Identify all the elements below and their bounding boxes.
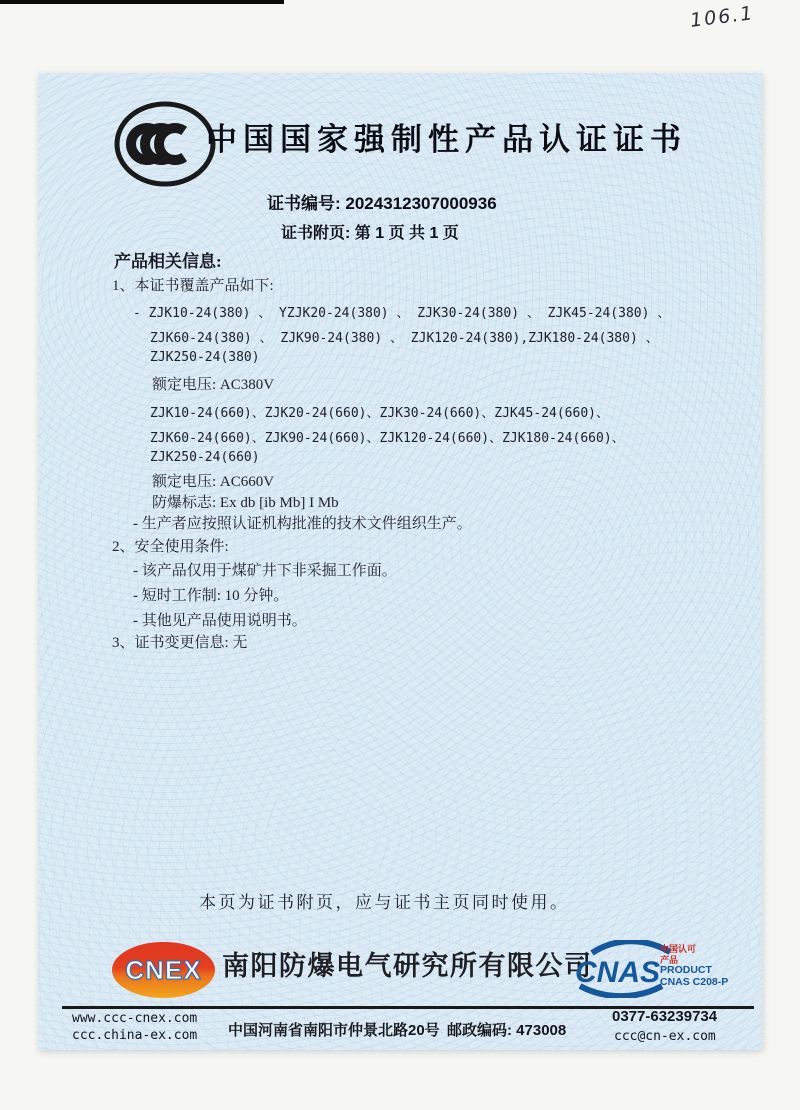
attachment-page-line: 证书附页: 第 1 页 共 1 页 bbox=[281, 225, 459, 242]
website-link-2: ccc.china-ex.com bbox=[72, 1028, 198, 1043]
condition-3: - 其他见产品使用说明书。 bbox=[133, 613, 307, 629]
condition-2: - 短时工作制: 10 分钟。 bbox=[133, 588, 289, 604]
rated-voltage-660: 额定电压: AC660V bbox=[152, 474, 275, 490]
cnas-logo-icon bbox=[574, 940, 674, 998]
cnas-logo-text: CNAS bbox=[575, 956, 661, 989]
certificate-title: 中国国家强制性产品认证证书 bbox=[206, 122, 687, 157]
cnas-caption-en2: CNAS C208-P bbox=[660, 976, 729, 988]
models-380-line2: ZJK60-24(380) 、 ZJK90-24(380) 、 ZJK120-24(380),ZJK180-24(380) 、 bbox=[150, 331, 659, 346]
attachment-usage-note: 本页为证书附页，应与证书主页同时使用。 bbox=[199, 893, 570, 912]
condition-1: - 该产品仅用于煤矿井下非采掘工作面。 bbox=[133, 563, 397, 579]
ex-marking: 防爆标志: Ex db [ib Mb] I Mb bbox=[152, 495, 339, 511]
cnex-logo-text: CNEX bbox=[125, 954, 202, 985]
models-660-line2: ZJK60-24(660)、ZJK90-24(660)、ZJK120-24(660)、ZJK180-24(660)、 bbox=[150, 431, 625, 446]
ccc-logo-icon bbox=[113, 100, 217, 188]
cnas-caption-en1: PRODUCT bbox=[660, 964, 712, 976]
rated-voltage-380: 额定电压: AC380V bbox=[152, 377, 275, 393]
website-link-1: www.ccc-cnex.com bbox=[72, 1011, 198, 1026]
models-660-line1: ZJK10-24(660)、ZJK20-24(660)、ZJK30-24(660)、ZJK45-24(660)、 bbox=[150, 406, 609, 421]
producer-note: - 生产者应按照认证机构批准的技术文件组织生产。 bbox=[133, 516, 472, 532]
models-660-line3: ZJK250-24(660) bbox=[150, 450, 260, 465]
cnas-caption-cn1: 中国认可 bbox=[660, 944, 697, 954]
handwritten-note: 106.1 bbox=[688, 2, 756, 32]
models-380-line1: - ZJK10-24(380) 、 YZJK20-24(380) 、 ZJK30-24(380) 、 ZJK45-24(380) 、 bbox=[133, 306, 671, 321]
item1-heading: 1、本证书覆盖产品如下: bbox=[112, 278, 274, 294]
item3-heading: 3、证书变更信息: 无 bbox=[112, 635, 248, 651]
item2-heading: 2、安全使用条件: bbox=[112, 539, 229, 555]
email-address: ccc@cn-ex.com bbox=[614, 1029, 716, 1044]
scan-artifact-strip bbox=[0, 0, 284, 4]
certificate-number-line: 证书编号: 2024312307000936 bbox=[267, 194, 497, 213]
phone-number: 0377-63239734 bbox=[612, 1008, 718, 1025]
cnas-caption-cn2: 产品 bbox=[660, 955, 679, 965]
models-380-line3: ZJK250-24(380) bbox=[150, 350, 260, 365]
cnex-logo-icon bbox=[112, 942, 215, 998]
company-address: 中国河南省南阳市仲景北路20号 bbox=[228, 1022, 440, 1039]
company-name: 南阳防爆电气研究所有限公司 bbox=[222, 951, 593, 981]
postal-code: 邮政编码: 473008 bbox=[447, 1022, 567, 1039]
section-title-product-info: 产品相关信息: bbox=[114, 252, 222, 271]
